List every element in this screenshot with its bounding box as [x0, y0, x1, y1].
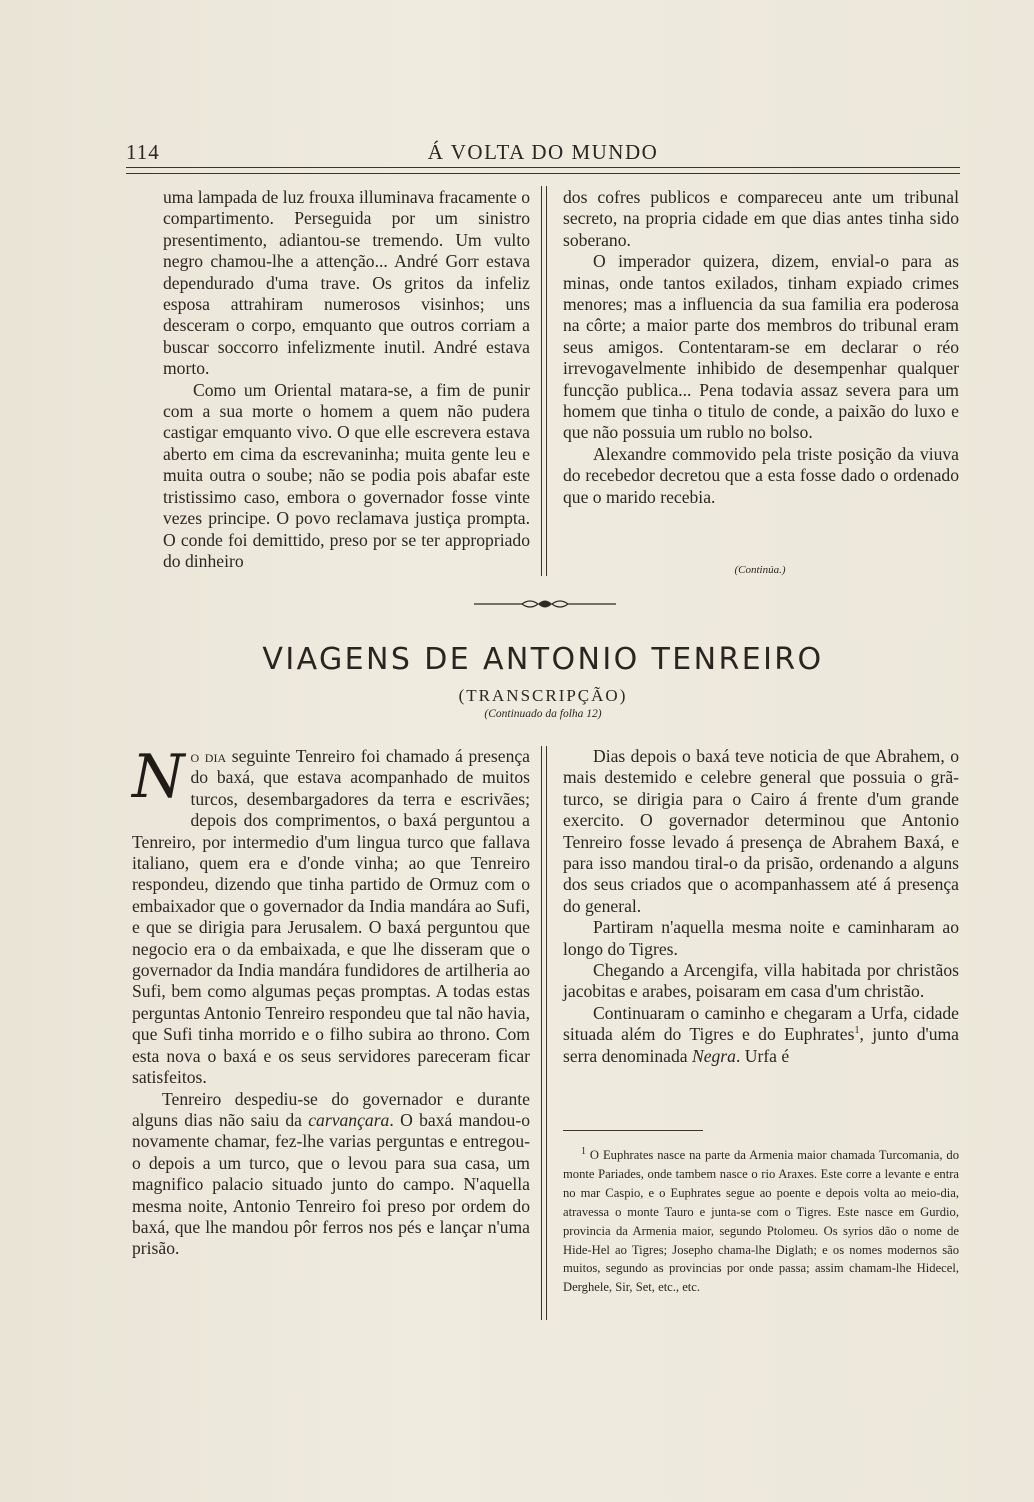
paragraph: Alexandre commovido pela triste posição da viuva do recebedor decretou que a esta fosse dado o ordenado que o marido recebia.: [563, 443, 959, 507]
top-left-column: [163, 187, 530, 572]
paragraph: Como um Oriental matara-se, a fim de punir com a sua morte o homem a quem não pudera castigar emquanto vivo. O que elle escrevera estava aberto em cima da escrevaninha; muita gente leu e muita outra o soube; não se podia pois abafar este tristissimo caso, embora o governador fosse vinte vezes principe. O povo reclamava justiça prompta. O conde foi demittido, preso por se ter appropriado do dinheiro: [163, 379, 530, 571]
article-left-column: [132, 742, 530, 1260]
lead-smallcaps: o dia: [190, 746, 227, 766]
paragraph: O imperador quizera, dizem, envial-o para as minas, onde tantos exilados, tinham expiado crimes menores; mas a influencia da sua familia era poderosa na côrte; a maior parte dos membros do tribunal eram seus amigos. Contentaram-se em declarar o réo irrevogavelmente inhibido de desempenhar qualquer funcção publica... Pena todavia assaz severa para um homem que tinha o titulo de conde, a paixão do luxo e que não possuia um rublo no bolso.: [563, 251, 959, 443]
header-rule: [126, 167, 960, 174]
paragraph: dos cofres publicos e compareceu ante um tribunal secreto, na propria cidade em que dias antes tinha sido soberano.: [563, 187, 959, 250]
article-subtitle: (TRANSCRIPÇÃO): [458, 686, 628, 705]
paragraph: Partiram n'aquella mesma noite e caminharam ao longo do Tigres.: [563, 917, 959, 959]
article-title: VIAGENS DE ANTONIO TENREIRO: [262, 642, 824, 677]
continued-note: (Continuado da folha 12): [484, 708, 602, 720]
section-ornament: [470, 596, 620, 612]
paragraph: uma lampada de luz frouxa illuminava fracamente o compartimento. Perseguida por um sinistro presentimento, adiantou-se tremendo. Um vulto negro chamou-lhe a attenção... André Gorr estava dependurado d'uma trave. Os gritos da infeliz esposa attrahiram numerosos visinhos; uns desceram o corpo, emquanto que outros corriam a buscar soccorro infelizmente inutil. André estava morto.: [163, 187, 530, 379]
continua-note: (Continúa.): [734, 564, 786, 576]
page-number: 114: [126, 140, 160, 164]
column-divider: [541, 186, 547, 576]
paragraph: Dias depois o baxá teve noticia de que Abrahem, o mais destemido e celebre general que possuia o grã-turco, se dirigia para o Cairo á frente d'um grande exercito. O governador determinou que Antonio Tenreiro fosse levado á presença de Abrahem Baxá, e para isso mandou tiral-o da prisão, ordenando a alguns dos seus criados que o acompanhassem até á presença do general.: [563, 746, 959, 916]
paragraph-text: Continuaram o caminho e chegaram a Urfa, cidade situada além do Tigres e do Euphrates: [563, 1002, 959, 1045]
paragraph: [132, 1089, 530, 1260]
paragraph: Chegando a Arcengifa, villa habitada por christãos jacobitas e arabes, poisaram em casa d'um christão.: [563, 960, 959, 1002]
top-right-column: [563, 187, 959, 508]
footnote-mark: 1: [581, 1145, 586, 1157]
paragraph-text: . Urfa é: [735, 1045, 790, 1066]
running-title: Á VOLTA DO MUNDO: [427, 140, 659, 164]
italic-term: carvançara: [308, 1109, 390, 1130]
paragraph-text: , junto d'uma serra denominada: [563, 1024, 959, 1066]
article-right-column: [563, 746, 959, 1067]
page-header: [126, 136, 960, 166]
column-divider: [541, 746, 547, 1320]
paragraph-text: . O baxá mandou-o novamente chamar, fez-lhe varias perguntas e entregou-o depois a um turco, que o levou para sua casa, um magnifico palacio situado junto do campo. N'aquella mesma noite, Antonio Tenreiro foi preso por ordem do baxá, que lhe mandou pôr ferros nos pés e lançar n'uma prisão.: [132, 1109, 530, 1259]
paragraph: [563, 1003, 959, 1067]
footnote-ref: 1: [854, 1025, 860, 1037]
footnote-text: O Euphrates nasce na parte da Armenia maior chamada Turcomania, do monte Pariades, onde tambem nasce o rio Araxes. Este corre a levante e entra no mar Caspio, e o Euphrates segue ao poente e depois volta ao meio-dia, atravessa o monte Tauro e junta-se com o Tigres. Este nasce em Gurdio, provincia da Armenia maior, segundo Ptolomeu. Os syrios dão o nome de Hide-Hel ao Tigres; Josepho chama-lhe Diglath; e os nomes modernos são muitos, segundo as provincias por onde passa; assim chamam-lhe Hidecel, Derghele, Sir, Set, etc., etc.: [563, 1148, 959, 1295]
paragraph-text: seguinte Tenreiro foi chamado á presença do baxá, que estava acompanhado de muitos turcos, desembargadores da terra e escrivães; depois dos comprimentos, o baxá perguntou a Tenreiro, por intermedio d'um lingua turco que fallava italiano, quem era e d'onde vinha; ao que Tenreiro respondeu, dizendo que tinha partido de Ormuz com o embaixador que o governador da India mandára ao Sufi, e que se dirigia para Jerusalem. O baxá perguntou que negocio era o da embaixada, e que lhe disseram que o governador da India mandára fundidores de artilheria ao Sufi, bem como algumas peças promptas. A todas estas perguntas Antonio Tenreiro respondeu que tal não havia, que Sufi tinha morrido e o filho subira ao throno. Com esta nova o baxá e os seus servidores pareceram ficar satisfeitos.: [132, 746, 530, 1088]
footnote-rule: [563, 1130, 703, 1131]
drop-cap: N: [132, 742, 185, 812]
paragraph: [132, 742, 530, 1089]
paragraph-text: Tenreiro despediu-se do governador e durante alguns dias não saiu da: [132, 1088, 530, 1130]
italic-term: Negra: [691, 1045, 736, 1066]
footnote: [563, 1146, 959, 1297]
